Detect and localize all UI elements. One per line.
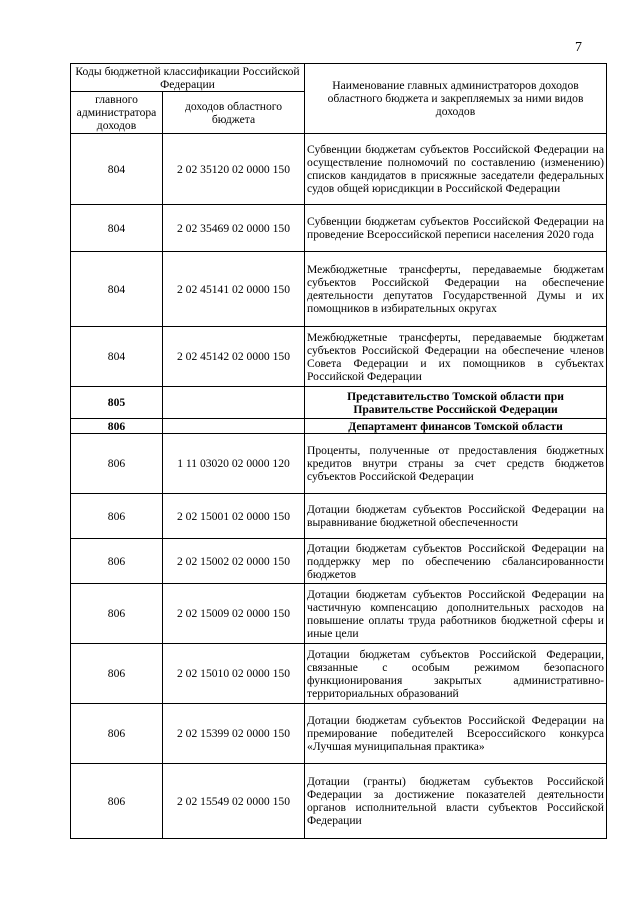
income-description: Межбюджетные трансферты, передаваемые бюджетам субъектов Российской Федерации на обеспечение деятельности депутатов Государственной Думы и их помощников в избирательных округах <box>305 252 607 327</box>
table-row <box>71 205 607 252</box>
header-codes-group: Коды бюджетной классификации Российской Федерации <box>71 64 305 92</box>
admin-code: 804 <box>71 205 163 252</box>
table-row <box>71 494 607 539</box>
table-row <box>71 584 607 644</box>
table-row <box>71 419 607 434</box>
income-code: 2 02 45141 02 0000 150 <box>163 252 305 327</box>
income-description: Дотации (гранты) бюджетам субъектов Российской Федерации за достижение показателей деятельности органов исполнительной власти субъектов Российской Федерации <box>305 764 607 839</box>
budget-classification-table <box>70 63 607 839</box>
page-number: 7 <box>575 40 582 55</box>
income-code: 2 02 15549 02 0000 150 <box>163 764 305 839</box>
header-income-column: доходов областного бюджета <box>163 92 305 134</box>
income-description: Дотации бюджетам субъектов Российской Федерации на выравнивание бюджетной обеспеченности <box>305 494 607 539</box>
table-header-row <box>71 64 607 92</box>
table-row <box>71 539 607 584</box>
admin-code: 806 <box>71 419 163 434</box>
admin-code: 806 <box>71 764 163 839</box>
income-code: 2 02 45142 02 0000 150 <box>163 327 305 387</box>
income-description: Дотации бюджетам субъектов Российской Федерации на поддержку мер по обеспечению сбалансированности бюджетов <box>305 539 607 584</box>
header-name-column: Наименование главных администраторов доходов областного бюджета и закрепляемых за ними видов доходов <box>305 64 607 134</box>
table-row <box>71 644 607 704</box>
admin-code: 804 <box>71 252 163 327</box>
income-description: Дотации бюджетам субъектов Российской Федерации, связанные с особым режимом безопасного функционирования закрытых административно-территориальных образований <box>305 644 607 704</box>
income-description: Дотации бюджетам субъектов Российской Федерации на частичную компенсацию дополнительных расходов на повышение оплаты труда работников бюджетной сферы и иные цели <box>305 584 607 644</box>
income-code: 2 02 15009 02 0000 150 <box>163 584 305 644</box>
admin-code: 806 <box>71 584 163 644</box>
income-description: Межбюджетные трансферты, передаваемые бюджетам субъектов Российской Федерации на обеспечение членов Совета Федерации и их помощников в субъектах Российской Федерации <box>305 327 607 387</box>
admin-code: 804 <box>71 327 163 387</box>
admin-code: 806 <box>71 644 163 704</box>
admin-code: 806 <box>71 704 163 764</box>
table-row <box>71 764 607 839</box>
administrator-name: Департамент финансов Томской области <box>305 419 607 434</box>
admin-code: 804 <box>71 134 163 205</box>
income-description: Дотации бюджетам субъектов Российской Федерации на премирование победителей Всероссийского конкурса «Лучшая муниципальная практика» <box>305 704 607 764</box>
admin-code: 806 <box>71 539 163 584</box>
income-description: Субвенции бюджетам субъектов Российской Федерации на осуществление полномочий по составлению (изменению) списков кандидатов в присяжные заседатели федеральных судов общей юрисдикции в Российской Федерации <box>305 134 607 205</box>
income-code: 1 11 03020 02 0000 120 <box>163 434 305 494</box>
income-code: 2 02 15001 02 0000 150 <box>163 494 305 539</box>
table-row <box>71 252 607 327</box>
table-row <box>71 704 607 764</box>
table-row <box>71 387 607 419</box>
income-code <box>163 387 305 419</box>
income-description: Субвенции бюджетам субъектов Российской Федерации на проведение Всероссийской переписи населения 2020 года <box>305 205 607 252</box>
admin-code: 805 <box>71 387 163 419</box>
income-code: 2 02 15399 02 0000 150 <box>163 704 305 764</box>
table-row <box>71 134 607 205</box>
admin-code: 806 <box>71 494 163 539</box>
table-row <box>71 327 607 387</box>
income-code: 2 02 35469 02 0000 150 <box>163 205 305 252</box>
income-description: Проценты, полученные от предоставления бюджетных кредитов внутри страны за счет средств бюджетов субъектов Российской Федерации <box>305 434 607 494</box>
income-code: 2 02 15010 02 0000 150 <box>163 644 305 704</box>
income-code <box>163 419 305 434</box>
income-code: 2 02 35120 02 0000 150 <box>163 134 305 205</box>
table-row <box>71 434 607 494</box>
income-code: 2 02 15002 02 0000 150 <box>163 539 305 584</box>
header-admin-column: главного администратора доходов <box>71 92 163 134</box>
administrator-name: Представительство Томской области при Правительстве Российской Федерации <box>305 387 607 419</box>
admin-code: 806 <box>71 434 163 494</box>
